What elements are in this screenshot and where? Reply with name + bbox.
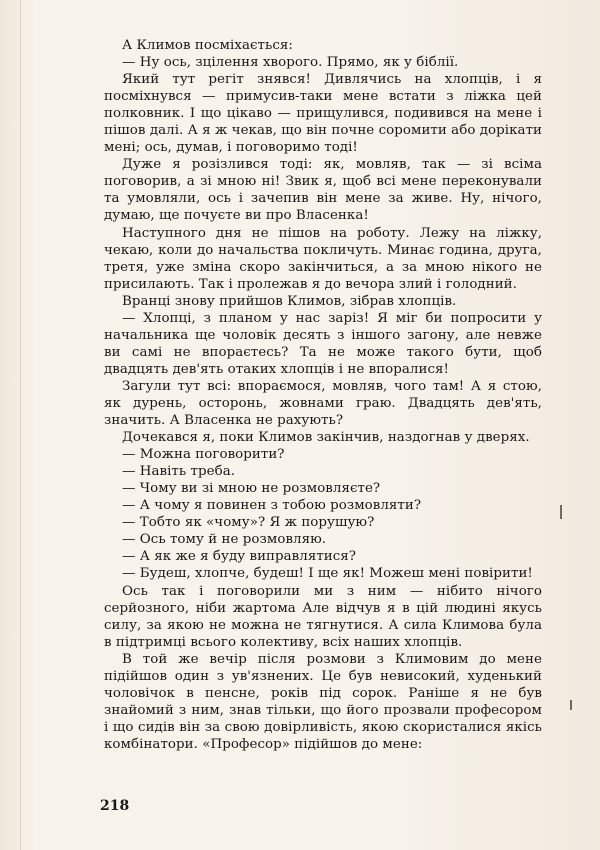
scan-artifact (570, 700, 578, 710)
dialogue-line: — А як же я буду виправлятися? (122, 549, 357, 565)
paragraph: А Климов посміхається: (122, 38, 293, 53)
paragraph: Дочекався я, поки Климов закінчив, наздогнав у дверях. (122, 430, 530, 446)
paragraph: Наступного дня не пішов на роботу. Лежу на ліжку, чекаю, коли до начальства покличуть. Минає година, друга, третя, уже зміна скоро закінчиться, а за мною нікого не присилають. Так і пролежав я до вечора злий і голодний. (104, 225, 542, 292)
dialogue-line: — Можна поговорити? (122, 447, 285, 463)
paragraph: Загули тут всі: впораємося, мовляв, чого там! А я стою, як дурень, осторонь, жовнами граю. Двадцять дев'ять, значить. А Власенка не рахують? (104, 378, 542, 429)
dialogue-line: — Тобто як «чому»? Я ж порушую? (122, 515, 375, 531)
dialogue-line: — Ось тому й не розмовляю. (122, 532, 327, 548)
paragraph: Ось так і поговорили ми з ним — нібито нічого серйозного, ніби жартома Але відчув я в цій людині якусь силу, за якою не можна не тягнутися. А сила Климова була в підтримці всього колективу, всіх наших хлопців. (104, 583, 542, 650)
body-text (104, 37, 542, 753)
paragraph: Дуже я розізлився тоді: як, мовляв, так — зі всіма поговорив, а зі мною ні! Звик я, щоб всі мене переконували та умовляли, ось і зачепив він мене за живе. Ну, нічого, думаю, ще почуєте ви про Власенка! (104, 157, 542, 224)
dialogue-line: — Чому ви зі мною не розмовляєте? (122, 481, 381, 497)
page-number: 218 (100, 798, 130, 814)
paragraph: В той же вечір після розмови з Климовим до мене підійшов один з ув'язнених. Це був невисокий, худенький чоловічок в пенсне, років під сорок. Раніше я не був знайомий з ним, знав тільки, що його прозвали професором і що сидів він за свою довірливість, якою скористалися якісь комбінатори. «Професор» підійшов до мене: (104, 651, 542, 752)
scan-artifact (560, 505, 568, 519)
page-fold-shadow (20, 0, 21, 850)
dialogue-line: — А чому я повинен з тобою розмовляти? (122, 498, 422, 514)
paragraph: — Ну ось, зцілення хворого. Прямо, як у біблії. (122, 55, 459, 71)
paragraph: Який тут регіт знявся! Дивлячись на хлопців, і я посміхнувся — примусив-таки мене встати з ліжка цей полковник. І що цікаво — прищулився, подивився на мене і пішов далі. А я ж чекав, що він почне соромити або дорікати мені; ось, думав, і поговоримо тоді! (104, 72, 542, 156)
dialogue-line: — Навіть треба. (122, 464, 236, 480)
paragraph: — Хлопці, з планом у нас заріз! Я міг би попросити у начальника ще чоловік десять з іншого загону, але невже ви самі не впораєтесь? Та не може такого бути, щоб двадцять дев'ять отаких хлопців і не впоралися! (104, 310, 542, 377)
paragraph: Вранці знову прийшов Климов, зібрав хлопців. (122, 293, 457, 309)
dialogue-line: — Будеш, хлопче, будеш! І ще як! Можеш мені повірити! (122, 566, 533, 582)
